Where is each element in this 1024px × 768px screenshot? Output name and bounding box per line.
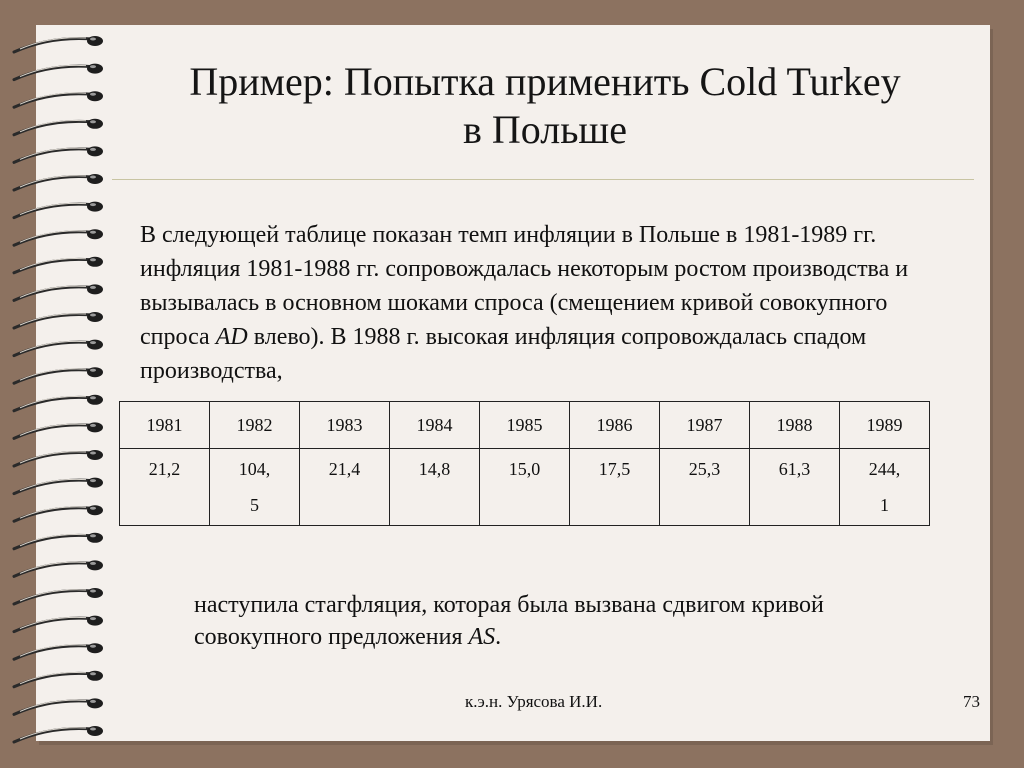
year-cell: 1984 <box>390 402 480 449</box>
spiral-ring <box>14 533 103 549</box>
year-cell: 1989 <box>840 402 930 449</box>
year-cell: 1985 <box>480 402 570 449</box>
value-cell: 17,5 <box>570 449 660 526</box>
value-cell: 21,2 <box>120 449 210 526</box>
title-line-2: в Польше <box>462 107 627 152</box>
spiral-ring <box>14 450 103 466</box>
year-cell: 1981 <box>120 402 210 449</box>
intro-text-2: влево). В 1988 г. высокая инфляция сопровождалась спадом производства, <box>140 324 867 384</box>
outro-text-1: наступила стагфляция, которая была вызвана сдвигом кривой совокупного предложения <box>194 592 824 650</box>
spiral-ring <box>14 422 103 438</box>
intro-paragraph <box>140 218 940 388</box>
spiral-ring <box>14 643 103 659</box>
spiral-ring <box>14 257 103 273</box>
spiral-ring <box>14 202 103 218</box>
outro-text-2: . <box>495 624 502 650</box>
spiral-ring <box>14 340 103 356</box>
spiral-ring <box>14 367 103 383</box>
page-number: 73 <box>963 692 980 711</box>
year-cell: 1982 <box>210 402 300 449</box>
year-cell: 1986 <box>570 402 660 449</box>
value-cell: 244, 1 <box>840 449 930 526</box>
year-cell: 1988 <box>750 402 840 449</box>
spiral-ring <box>14 119 103 135</box>
spiral-ring <box>14 616 103 632</box>
spiral-ring <box>14 312 103 328</box>
spiral-ring <box>14 36 103 52</box>
outro-italic-as: AS <box>468 624 496 650</box>
inflation-table <box>119 401 930 526</box>
year-cell: 1987 <box>660 402 750 449</box>
outro-paragraph <box>194 589 914 653</box>
spiral-ring <box>14 64 103 80</box>
spiral-ring <box>14 284 103 300</box>
title-divider <box>112 179 974 180</box>
title-line-1: Пример: Попытка применить Cold Turkey <box>189 59 901 104</box>
year-cell: 1983 <box>300 402 390 449</box>
spiral-binding <box>0 0 112 768</box>
spiral-ring <box>14 726 103 742</box>
spiral-ring <box>14 698 103 714</box>
value-cell: 61,3 <box>750 449 840 526</box>
spiral-ring <box>14 478 103 494</box>
footer-author: к.э.н. Урясова И.И. <box>465 692 603 711</box>
table-row-values <box>120 449 930 526</box>
spiral-ring <box>14 229 103 245</box>
spiral-ring <box>14 91 103 107</box>
spiral-ring <box>14 146 103 162</box>
value-cell: 15,0 <box>480 449 570 526</box>
value-cell: 104, 5 <box>210 449 300 526</box>
value-cell: 21,4 <box>300 449 390 526</box>
spiral-ring <box>14 671 103 687</box>
spiral-ring <box>14 505 103 521</box>
spiral-ring <box>14 395 103 411</box>
value-cell: 25,3 <box>660 449 750 526</box>
spiral-ring <box>14 588 103 604</box>
spiral-ring <box>14 174 103 190</box>
value-cell: 14,8 <box>390 449 480 526</box>
intro-text-1: В следующей таблице показан темп инфляции в Польше в 1981-1989 гг. инфляция 1981-1988 гг. сопровождалась некоторым ростом производства и вызывалась в основном шоками спроса (смещением кривой совокупного спроса <box>140 222 909 350</box>
intro-italic-ad: AD <box>215 324 248 350</box>
table-row-years <box>120 402 930 449</box>
slide-title <box>110 58 980 154</box>
spiral-ring <box>14 560 103 576</box>
